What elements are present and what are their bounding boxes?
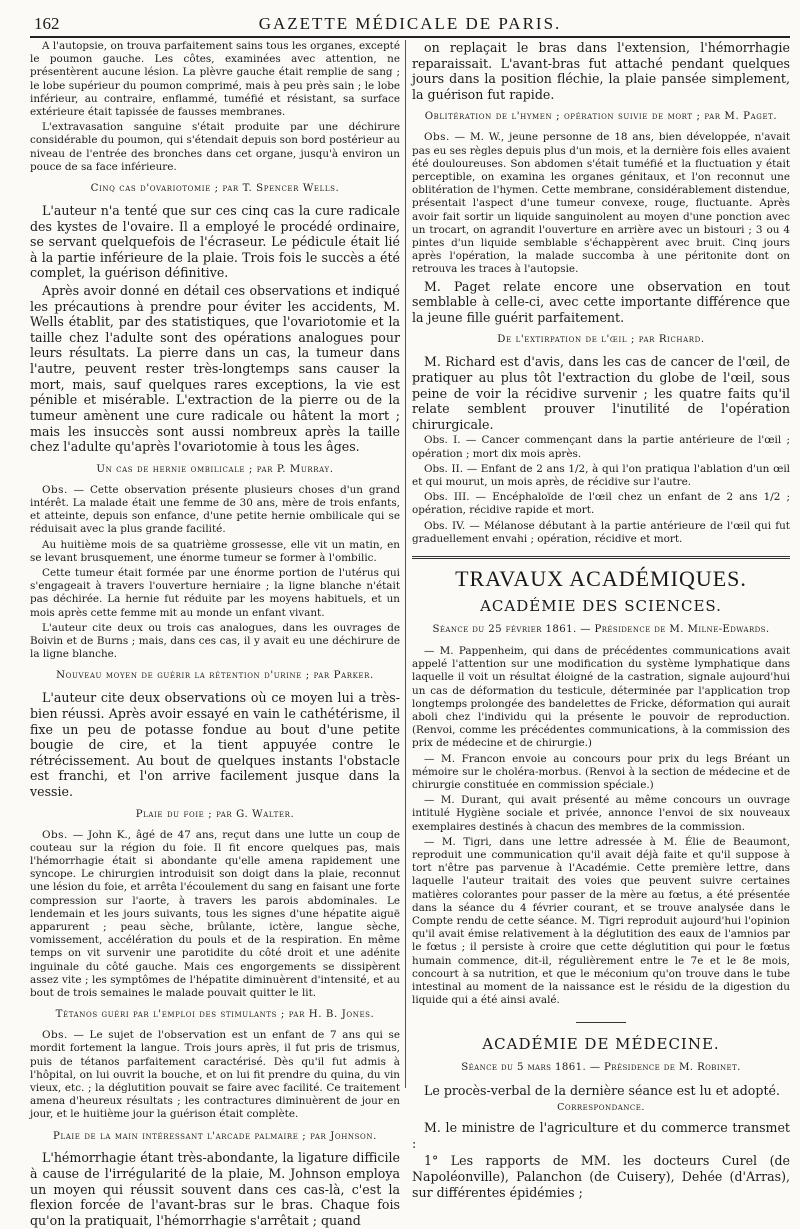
observation-paragraph [412, 131, 790, 276]
paragraph: Au huitième mois de sa quatrième grossesse, elle vit un matin, en se levant brusquement, une énorme tumeur se former à l'ombilic. [30, 538, 400, 564]
section-title: Oblitération de l'hymen ; opération suivie de mort ; par M. Paget. [424, 111, 778, 123]
correspondance-heading: Correspondance. [557, 1102, 645, 1114]
observation-paragraph [30, 484, 400, 537]
paragraph: on replaçait le bras dans l'extension, l'hémorrhagie reparaissait. L'avant-bras fut attaché pendant quelques jours dans la position fléchie, la plaie pansée simplement, la guérison fut rapide. [412, 40, 790, 102]
section-divider [412, 556, 790, 559]
right-column [412, 40, 790, 1200]
section-title: Plaie du foie ; par G. Walter. [135, 808, 295, 820]
paragraph: M. Paget relate encore une observation en tout semblable à celle-ci, avec cette importante différence que la jeune fille guérit parfaitement. [412, 278, 790, 325]
seance-line: Séance du 5 mars 1861. — Présidence de M. Robinet. [461, 1061, 741, 1073]
obs-label: Obs. [42, 828, 68, 841]
paragraph: — M. Pappenheim, qui dans de précédentes communications avait appelé l'attention sur une modification du système lymphatique dans laquelle il voit un résultat éloigné de la castration, signale aujourd'hui un cas de déformation du testicule, déterminée par l'application trop longtemps prolongée des bandelettes de Fricke, déformation qui aurait aboli chez l'individu qui la présente le pouvoir de reproduction. (Renvoi, comme les précédentes communications, à la commission des prix de médecine et de chirurgie.) [412, 645, 790, 750]
obs-label: Obs. [42, 483, 68, 496]
header-rule [30, 36, 790, 38]
seance-line: Séance du 25 février 1861. — Présidence de M. Milne-Edwards. [432, 624, 770, 636]
left-column [30, 40, 400, 1228]
obs-label: Obs. [42, 1029, 68, 1042]
obs-text: — Cette observation présente plusieurs choses d'un grand intérêt. La malade était une femme de 30 ans, mère de trois enfants, et atteinte, depuis son enfance, d'une petite hernie ombilicale qui se réduisait avec la plus grande facilité. [30, 483, 400, 536]
observation-paragraph [30, 829, 400, 1001]
paragraph: Après avoir donné en détail ces observations et indiqué les précautions à prendre pour éviter les accidents, M. Wells établit, par des statistiques, que l'ovariotomie et la taille chez l'adulte sont des opérations analogues pour leurs résultats. La pierre dans un cas, la tumeur dans l'autre, peuvent rester très-longtemps sans causer la mort, mais, sauf quelques rares exceptions, la vie est pénible et misérable. L'extraction de la pierre ou de la tumeur amènent une cure radicale ou hâtent la mort ; mais les insuccès sont aussi nombreux après la taille chez l'adulte qu'après l'ovariotomie à tous les âges. [30, 283, 400, 455]
obs-text: — M. W., jeune personne de 18 ans, bien développée, n'avait pas eu ses règles depuis plus d'un mois, et la dernière fois elles avaient été douloureuses. Son abdomen s'était tuméfié et la fluctuation y était perceptible, on examina les organes génitaux, et l'on reconnut une oblitération de l'hymen. Cette membrane, considérablement distendue, présentait l'aspect d'une tumeur convexe, rouge, fluctuante. Après avoir fait sortir un liquide sanguinolent au moyen d'une ponction avec un trocart, on agrandit l'ouverture en arrière avec un bistouri ; 3 ou 4 pintes d'un liquide semblable s'échappèrent avec bruit. Cinq jours après l'opération, la malade succomba à une péritonite dont on retrouva les traces à l'autopsie. [412, 131, 790, 276]
section-title: Nouveau moyen de guérir la rétention d'urine ; par Parker. [56, 670, 374, 682]
paragraph: L'auteur cite deux observations où ce moyen lui a très-bien réussi. Après avoir essayé en vain le cathétérisme, il fixe un peu de potasse fondue au bout d'une petite bougie de cire, et la tient appuyée contre le rétrécissement. Au bout de quelques instants l'obstacle est franchi, et l'on arrive facilement jusque dans la vessie. [30, 690, 400, 799]
obs-label: Obs. [424, 131, 450, 144]
observation-item: Obs. II. — Enfant de 2 ans 1/2, à qui l'on pratiqua l'ablation d'un œil et qui mourut, un mois après, de récidive sur l'autre. [412, 462, 790, 489]
section-title: Tétanos guéri par l'emploi des stimulants ; par H. B. Jones. [55, 1009, 375, 1021]
academy-title: ACADÉMIE DES SCIENCES. [480, 597, 722, 616]
paragraph: L'auteur cite deux ou trois cas analogues, dans les ouvrages de Boivin et de Burns ; mais, dans ces cas, il y avait eu une déchirure de la ligne blanche. [30, 621, 400, 661]
academy-title: ACADÉMIE DE MÉDECINE. [482, 1034, 720, 1053]
page-header [30, 12, 790, 36]
obs-text: — Le sujet de l'observation est un enfant de 7 ans qui se mordit fortement la langue. Trois jours après, il fut pris de trismus, puis de tétanos parfaitement caractérisé. Dès qu'il fut admis à l'hôpital, on lui ouvrit la bouche, et on lui fit prendre du quina, du vin vieux, etc. ; la déglutition pouvait se faire avec facilité. Ce traitement amena d'heureux résultats ; les contractures diminuèrent de jour en jour, et le huitième jour la guérison était complète. [30, 1029, 400, 1121]
observation-paragraph [30, 1029, 400, 1121]
observation-item: Obs. IV. — Mélanose débutant à la partie antérieure de l'œil qui fut graduellement envahi ; opération, récidive et mort. [412, 519, 790, 545]
paragraph: Cette tumeur était formée par une énorme portion de l'utérus qui s'engageait à travers l'ouverture herniaire ; la ligne blanche n'était pas déchirée. La hernie fut réduite par les moyens habituels, et un mois après cette femme mit au monde un enfant vivant. [30, 566, 400, 619]
paragraph: — M. Tigri, dans une lettre adressée à M. Élie de Beaumont, reproduit une communication qu'il avait déjà faite et qu'il suppose à tort n'être pas parvenue à l'Académie. Cette première lettre, dans laquelle l'auteur traitait des voies que peuvent suivre certaines matières colorantes pour passer de la mère au fœtus, a été présentée dans la séance du 4 février courant, et se trouve analysée dans le Compte rendu de cette séance. M. Tigri reproduit aujourd'hui l'opinion qu'il avait émise relativement à la déglutition des eaux de l'amnios par le fœtus ; il persiste à croire que cette déglutition qui pour le fœtus humain commence, dit-il, régulièrement entre le 7e et le 8e mois, concourt à sa nutrition, et que le méconium qu'on trouve dans le tube intestinal au moment de la naissance est le résidu de la digestion du liquide qui a été ainsi avalé. [412, 835, 790, 1007]
section-title: Cinq cas d'ovariotomie ; par T. Spencer Wells. [90, 183, 340, 195]
paragraph: 1° Les rapports de MM. les docteurs Curel (de Napoléonville), Palanchon (de Cuisery), Dehée (d'Arras), sur différentes épidémies ; [412, 1153, 790, 1200]
observation-item: Obs. I. — Cancer commençant dans la partie antérieure de l'œil ; opération ; mort dix mois après. [412, 434, 790, 460]
column-divider [405, 40, 406, 1088]
paragraph: — M. Francon envoie au concours pour prix du legs Bréant un mémoire sur le choléra-morbus. (Renvoi à la section de médecine et de chirurgie constituée en commission spéciale.) [412, 752, 790, 792]
paragraph: M. le ministre de l'agriculture et du commerce transmet : [412, 1120, 790, 1151]
section-title: Plaie de la main intéressant l'arcade palmaire ; par Johnson. [53, 1130, 377, 1142]
paragraph: L'extravasation sanguine s'était produite par une déchirure considérable du poumon, qui s'étendait depuis son bord postérieur au niveau de l'entrée des bronches dans cet organe, jusqu'à environ un pouce de sa face inférieure. [30, 121, 400, 173]
short-divider [576, 1022, 626, 1023]
journal-title: GAZETTE MÉDICALE DE PARIS. [258, 14, 562, 33]
observation-item: Obs. III. — Encéphaloïde de l'œil chez un enfant de 2 ans 1/2 ; opération, récidive rapide et mort. [412, 491, 790, 517]
paragraph: — M. Durant, qui avait présenté au même concours un ouvrage intitulé Hygiène sociale et privée, annonce l'envoi de six nouveaux exemplaires destinés à chacun des membres de la commission. [412, 794, 790, 833]
section-title: De l'extirpation de l'œil ; par Richard. [497, 334, 705, 346]
paragraph: L'hémorrhagie étant très-abondante, la ligature difficile à cause de l'irrégularité de la plaie, M. Johnson employa un moyen qui réussit souvent dans ces cas-là, c'est la flexion forcée de l'avant-bras sur le bras. Chaque fois qu'on la pratiquait, l'hémorrhagie s'arrêtait ; quand [30, 1150, 400, 1228]
paragraph: A l'autopsie, on trouva parfaitement sains tous les organes, excepté le poumon gauche. Les côtes, examinées avec attention, ne présentèrent aucune lésion. La plèvre gauche était remplie de sang ; le lobe supérieur du poumon comprimé, mais à peu près sain ; le lobe inférieur, au contraire, enflammé, tuméfié et résistant, sa surface extérieure était tapissée de fausses membranes. [30, 40, 400, 119]
paragraph: M. Richard est d'avis, dans les cas de cancer de l'œil, de pratiquer au plus tôt l'extraction du globe de l'œil, sous peine de voir la récidive survenir ; les quatre faits qu'il relate semblent prouver l'inutilité de l'opération chirurgicale. [412, 354, 790, 432]
travaux-title: TRAVAUX ACADÉMIQUES. [455, 566, 747, 592]
page-number: 162 [34, 14, 60, 33]
obs-text: — John K., âgé de 47 ans, reçut dans une lutte un coup de couteau sur la région du foie. Il fit encore quelques pas, mais l'hémorrhagie était si abondante qu'elle amena rapidement une syncope. Le chirurgien introduisit son doigt dans la plaie, reconnut une lésion du foie, et arrêta l'écoulement du sang en faisant une forte compression sur l'aorte, à travers les parois abdominales. Le lendemain et les jours suivants, tous les signes d'une hépatite aiguë apparurent ; peau sèche, brûlante, ictère, langue sèche, vomissement, accélération du pouls et de la respiration. En même temps on vit survenir une parotidite du côté droit et une adénite inguinale du côté gauche. Mais ces engorgements se dissipèrent assez vite ; les symptômes de l'hépatite diminuèrent d'intensité, et au bout de trois semaines le malade pouvait quitter le lit. [30, 828, 400, 999]
paragraph: L'auteur n'a tenté que sur ces cinq cas la cure radicale des kystes de l'ovaire. Il a employé le procédé ordinaire, se servant quelquefois de l'écraseur. Le pédicule était lié à la partie inférieure de la plaie. Trois fois le succès a été complet, la guérison définitive. [30, 202, 400, 281]
paragraph: Le procès-verbal de la dernière séance est lu et adopté. [424, 1082, 780, 1098]
section-title: Un cas de hernie ombilicale ; par P. Murray. [96, 463, 334, 475]
